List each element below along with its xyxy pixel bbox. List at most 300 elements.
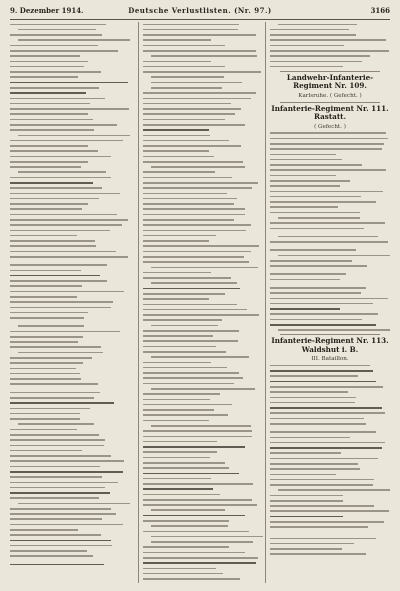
entry-line: [10, 91, 130, 96]
entry-line: [10, 22, 130, 27]
entry-line: [143, 545, 263, 550]
entry-line: [10, 315, 130, 320]
entry-line: [10, 165, 130, 170]
entry-line: [143, 196, 263, 201]
entry-line: [143, 513, 263, 518]
entry-line: [143, 555, 263, 560]
entry-line: [10, 490, 130, 495]
entry-line: [143, 48, 263, 53]
entry-line: [10, 454, 130, 459]
entry-line: [10, 170, 130, 175]
entry-line: [143, 312, 263, 317]
entry-line: [10, 334, 130, 339]
entry-line: [143, 133, 263, 138]
entry-line: [270, 189, 390, 194]
entry-line: [270, 498, 390, 503]
entry-line: [143, 466, 263, 471]
entry-line: [10, 443, 130, 448]
entry-line: [270, 504, 390, 509]
entry-line: [270, 239, 390, 244]
entry-line: [143, 518, 263, 523]
entry-line: [270, 272, 390, 277]
entry-line: [143, 402, 263, 407]
entry-line: [143, 381, 263, 386]
entry-line: [143, 149, 263, 154]
entry-line: [143, 138, 263, 143]
entry-line: [270, 519, 390, 524]
entry-line: [270, 430, 390, 435]
entry-line: [10, 273, 130, 278]
entry-line: [270, 184, 390, 189]
section-subtitle-ir111: ( Gefecht. ): [314, 123, 346, 130]
entry-line: [143, 175, 263, 180]
entry-line: [143, 497, 263, 502]
entry-line: [270, 234, 390, 239]
entry-line: [10, 417, 130, 422]
entry-line: [143, 302, 263, 307]
entry-line: [270, 312, 390, 317]
entry-line: [143, 27, 263, 32]
entry-line: [270, 509, 390, 514]
entry-line: [10, 543, 130, 548]
column-right-top-entries: [270, 22, 390, 69]
entry-line: [10, 107, 130, 112]
entry-line: [270, 411, 390, 416]
entry-line: [10, 254, 130, 259]
entry-line: [270, 421, 390, 426]
entry-line: [10, 480, 130, 485]
section-title-ir113: Infanterie-Regiment Nr. 113. Waldshut i. B.: [271, 336, 389, 354]
entry-line: [270, 43, 390, 48]
section-rule: [280, 334, 380, 335]
entry-line: [270, 541, 390, 546]
entry-line: [270, 38, 390, 43]
entry-line: [10, 496, 130, 501]
entry-line: [10, 538, 130, 543]
entry-line: [143, 371, 263, 376]
entry-line: [270, 54, 390, 59]
entry-line: [10, 345, 130, 350]
column-divider: [138, 22, 139, 583]
entry-line: [143, 455, 263, 460]
entry-line: [270, 451, 390, 456]
entry-line: [143, 408, 263, 413]
entry-line: [270, 285, 390, 290]
entry-line: [143, 33, 263, 38]
entry-line: [10, 207, 130, 212]
entry-line: [10, 324, 130, 329]
entry-line: [270, 64, 390, 69]
entry-line: [143, 566, 263, 571]
entry-line: [143, 434, 263, 439]
header-rule: [10, 19, 390, 20]
entry-line: [270, 400, 390, 405]
entry-line: [270, 317, 390, 322]
entry-line: [143, 291, 263, 296]
entry-line: [143, 323, 263, 328]
entry-line: [143, 577, 263, 582]
entry-line: [143, 360, 263, 365]
entry-line: [143, 392, 263, 397]
section-subtitle-ir113: III. Bataillon.: [311, 356, 349, 363]
entry-line: [270, 194, 390, 199]
entry-line: [143, 503, 263, 508]
entry-line: [10, 196, 130, 201]
entry-line: [270, 369, 390, 374]
entry-line: [270, 552, 390, 557]
entry-line: [143, 59, 263, 64]
entry-line: [10, 43, 130, 48]
entry-line: [143, 117, 263, 122]
entry-line: [270, 200, 390, 205]
entry-line: [270, 253, 390, 258]
entry-line: [143, 297, 263, 302]
entry-line: [143, 107, 263, 112]
entry-line: [143, 112, 263, 117]
entry-line: [10, 395, 130, 400]
entry-line: [143, 445, 263, 450]
entry-line: [143, 223, 263, 228]
entry-line: [10, 154, 130, 159]
entry-line: [143, 571, 263, 576]
entry-line: [143, 54, 263, 59]
entry-line: [10, 59, 130, 64]
entry-line: [143, 508, 263, 513]
entry-line: [270, 472, 390, 477]
entry-line: [10, 175, 130, 180]
entry-line: [143, 355, 263, 360]
entry-line: [143, 418, 263, 423]
entry-line: [143, 202, 263, 207]
entry-line: [143, 101, 263, 106]
entry-line: [270, 141, 390, 146]
entry-line: [143, 165, 263, 170]
entry-line: [10, 233, 130, 238]
entry-line: [270, 147, 390, 152]
section-rule: [280, 102, 380, 103]
entry-line: [143, 487, 263, 492]
entry-line: [10, 85, 130, 90]
entry-line: [270, 467, 390, 472]
entry-line: [143, 254, 263, 259]
entry-line: [143, 228, 263, 233]
entry-line: [10, 244, 130, 249]
entry-line: [270, 477, 390, 482]
entry-line: [143, 64, 263, 69]
entry-line: [143, 70, 263, 75]
section-title-ir111: Infanterie-Regiment Nr. 111. Rastatt.: [271, 103, 389, 122]
entry-line: [270, 328, 390, 333]
entry-line: [10, 371, 130, 376]
entry-line: [10, 554, 130, 559]
entry-line: [143, 349, 263, 354]
entry-line: [143, 376, 263, 381]
entry-line: [270, 22, 390, 27]
entry-line: [270, 384, 390, 389]
entry-line: [10, 263, 130, 268]
header-page-number: 3166: [370, 6, 390, 15]
entry-line: [143, 344, 263, 349]
entry-line: [143, 80, 263, 85]
entry-line: [143, 122, 263, 127]
entry-line: [270, 395, 390, 400]
entry-line: [143, 281, 263, 286]
column-divider: [265, 22, 266, 583]
entry-line: [10, 361, 130, 366]
section-title-lir109: Landwehr-Infanterie-Regiment Nr. 109.: [286, 72, 374, 91]
entry-line: [270, 221, 390, 226]
entry-line: [143, 270, 263, 275]
entry-line: [10, 464, 130, 469]
entry-line: [143, 561, 263, 566]
entry-line: [10, 284, 130, 289]
entry-line: [10, 340, 130, 345]
entry-line: [270, 482, 390, 487]
entry-line: [270, 157, 390, 162]
entry-line: [10, 438, 130, 443]
entry-line: [270, 536, 390, 541]
entry-line: [143, 460, 263, 465]
section-rule: [280, 71, 380, 72]
entry-line: [143, 207, 263, 212]
entry-line: [143, 334, 263, 339]
entry-line: [270, 33, 390, 38]
entry-line: [10, 527, 130, 532]
entry-line: [143, 397, 263, 402]
entry-line: [270, 301, 390, 306]
entry-line: [10, 501, 130, 506]
entry-line: [270, 390, 390, 395]
entry-line: [143, 328, 263, 333]
entry-line: [143, 386, 263, 391]
entry-line: [10, 239, 130, 244]
entry-line: [270, 173, 390, 178]
entry-line: [270, 446, 390, 451]
entry-line: [10, 268, 130, 273]
entry-line: [143, 481, 263, 486]
entry-line: [143, 217, 263, 222]
entry-line: [143, 191, 263, 196]
entry-line: [143, 476, 263, 481]
entry-line: [270, 291, 390, 296]
entry-line: [270, 363, 390, 368]
entry-line: [10, 112, 130, 117]
entry-line: [143, 143, 263, 148]
header-title: Deutsche Verlustlisten. (Nr. 97.): [128, 6, 272, 15]
entry-line: [270, 379, 390, 384]
entry-line: [10, 117, 130, 122]
entry-line: [10, 54, 130, 59]
entry-line: [10, 279, 130, 284]
entry-line: [270, 59, 390, 64]
entry-line: [270, 205, 390, 210]
entry-line: [10, 128, 130, 133]
entry-line: [270, 406, 390, 411]
entry-line: [270, 178, 390, 183]
entry-line: [143, 471, 263, 476]
entry-line: [10, 48, 130, 53]
entry-line: [270, 416, 390, 421]
entry-line: [270, 307, 390, 312]
entry-line: [270, 264, 390, 269]
entry-line: [143, 43, 263, 48]
entry-line: [270, 152, 390, 157]
entry-line: [270, 547, 390, 552]
entry-line: [143, 439, 263, 444]
entry-line: [10, 512, 130, 517]
entry-line: [143, 239, 263, 244]
entry-line: [10, 517, 130, 522]
entry-line: [270, 258, 390, 263]
entry-line: [270, 27, 390, 32]
entry-line: [10, 533, 130, 538]
entry-line: [270, 374, 390, 379]
entry-line: [143, 529, 263, 534]
line-gap: [10, 567, 130, 570]
entry-line: [270, 248, 390, 253]
entry-line: [270, 440, 390, 445]
entry-line: [143, 429, 263, 434]
column-middle: [143, 22, 263, 585]
entry-line: [10, 138, 130, 143]
entry-line: [10, 305, 130, 310]
entry-line: [143, 540, 263, 545]
entry-line: [143, 96, 263, 101]
entry-line: [143, 339, 263, 344]
entry-line: [10, 38, 130, 43]
entry-line: [10, 459, 130, 464]
entry-line: [10, 406, 130, 411]
entry-line: [143, 286, 263, 291]
entry-line: [143, 276, 263, 281]
entry-line: [270, 168, 390, 173]
entry-line: [270, 525, 390, 530]
entry-line: [10, 294, 130, 299]
entry-line: [270, 131, 390, 136]
entry-line: [10, 217, 130, 222]
entry-line: [10, 377, 130, 382]
entry-line: [143, 85, 263, 90]
entry-line: [10, 411, 130, 416]
entry-line: [10, 101, 130, 106]
entry-line: [270, 215, 390, 220]
entry-line: [10, 33, 130, 38]
entry-line: [10, 159, 130, 164]
entry-line: [10, 70, 130, 75]
entry-line: [143, 249, 263, 254]
entry-line: [10, 228, 130, 233]
entry-line: [10, 27, 130, 32]
entry-line: [143, 154, 263, 159]
entry-line: [10, 212, 130, 217]
entry-line: [270, 435, 390, 440]
entry-line: [270, 456, 390, 461]
entry-line: [10, 427, 130, 432]
entry-line: [143, 492, 263, 497]
entry-line: [143, 186, 263, 191]
entry-line: [143, 365, 263, 370]
entry-line: [270, 461, 390, 466]
entry-line: [10, 143, 130, 148]
entry-line: [10, 122, 130, 127]
entry-line: [143, 244, 263, 249]
entry-line: [143, 524, 263, 529]
entry-line: [10, 133, 130, 138]
entry-line: [10, 289, 130, 294]
entry-line: [10, 506, 130, 511]
entry-line: [270, 210, 390, 215]
entry-line: [10, 382, 130, 387]
entry-line: [270, 226, 390, 231]
entry-line: [270, 488, 390, 493]
entry-line: [10, 75, 130, 80]
entry-line: [143, 318, 263, 323]
entry-line: [143, 450, 263, 455]
entry-line: [143, 265, 263, 270]
section-subtitle-lir109: Karlsruhe. ( Gefecht. ): [298, 92, 362, 99]
column-right-bottom-entries: [270, 363, 390, 556]
entry-line: [143, 534, 263, 539]
entry-line: [270, 277, 390, 282]
entry-line: [270, 163, 390, 168]
entry-line: [10, 186, 130, 191]
entry-line: [143, 423, 263, 428]
entry-line: [143, 159, 263, 164]
entry-line: [10, 64, 130, 69]
entry-line: [10, 390, 130, 395]
entry-line: [10, 401, 130, 406]
entry-line: [270, 514, 390, 519]
entry-line: [10, 485, 130, 490]
entry-line: [10, 329, 130, 334]
entry-line: [10, 149, 130, 154]
entry-line: [10, 469, 130, 474]
entry-line: [270, 136, 390, 141]
entry-line: [10, 80, 130, 85]
entry-line: [10, 432, 130, 437]
entry-line: [143, 22, 263, 27]
entry-line: [143, 170, 263, 175]
entry-line: [10, 310, 130, 315]
entry-line: [10, 475, 130, 480]
entry-line: [10, 549, 130, 554]
entry-line: [10, 355, 130, 360]
column-left: [10, 22, 130, 585]
entry-line: [10, 223, 130, 228]
page-header: [10, 4, 390, 18]
entry-line: [10, 300, 130, 305]
entry-line: [10, 249, 130, 254]
entry-line: [143, 38, 263, 43]
entry-line: [10, 448, 130, 453]
entry-line: [10, 202, 130, 207]
entry-line: [143, 128, 263, 133]
column-right: [270, 22, 390, 585]
entry-line: [270, 322, 390, 327]
entry-line: [10, 366, 130, 371]
entry-line: [143, 212, 263, 217]
entry-line: [10, 191, 130, 196]
entry-line: [143, 413, 263, 418]
entry-line: [10, 96, 130, 101]
entry-line: [10, 422, 130, 427]
entry-line: [143, 233, 263, 238]
entry-line: [270, 296, 390, 301]
entry-line: [10, 562, 130, 567]
column-right-mid-entries: [270, 131, 390, 332]
entry-line: [143, 91, 263, 96]
entry-line: [270, 493, 390, 498]
